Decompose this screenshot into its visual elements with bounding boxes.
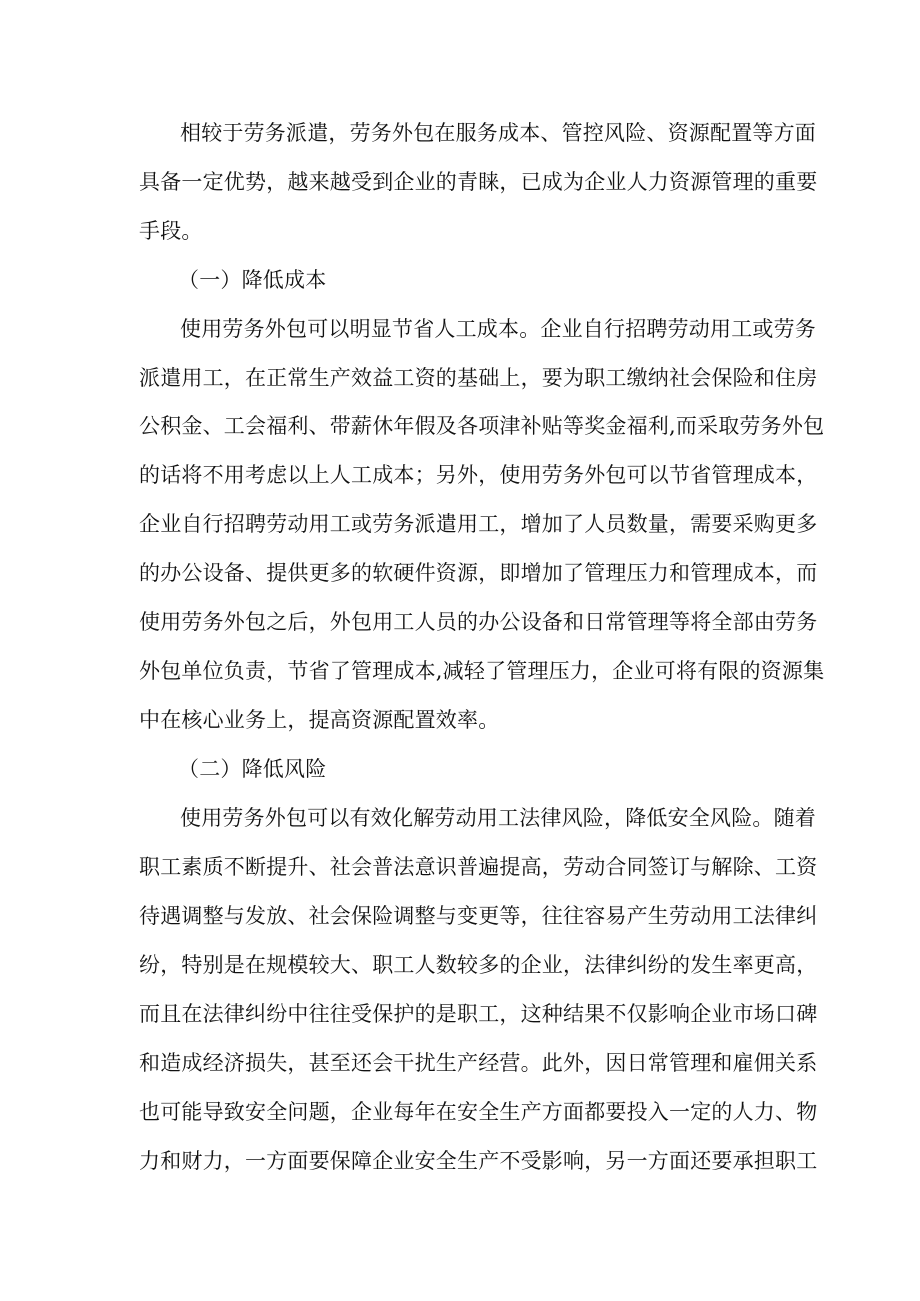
- paragraph-line: 派遣用工，在正常生产效益工资的基础上，要为职工缴纳社会保险和住房: [139, 366, 818, 390]
- paragraph-line: 而且在法律纠纷中往往受保护的是职工，这种结果不仅影响企业市场口碑: [139, 1002, 818, 1026]
- paragraph-line: 职工素质不断提升、社会普法意识普遍提高，劳动合同签订与解除、工资: [139, 855, 818, 879]
- paragraph-line: 的话将不用考虑以上人工成本；另外，使用劳务外包可以节省管理成本，: [139, 463, 818, 487]
- paragraph-line: 企业自行招聘劳动用工或劳务派遣用工，增加了人员数量，需要采购更多: [139, 512, 818, 536]
- paragraph-line: 力和财力，一方面要保障企业安全生产不受影响，另一方面还要承担职工: [139, 1149, 818, 1173]
- paragraph-line: 外包单位负责，节省了管理成本,减轻了管理压力，企业可将有限的资源集: [139, 659, 825, 683]
- paragraph-line: 公积金、工会福利、带薪休年假及各项津补贴等奖金福利,而采取劳务外包: [139, 414, 825, 438]
- paragraph-line: 使用劳务外包可以有效化解劳动用工法律风险，降低安全风险。随着: [180, 806, 816, 830]
- paragraph-line: 也可能导致安全问题，企业每年在安全生产方面都要投入一定的人力、物: [139, 1100, 818, 1124]
- paragraph-line: 待遇调整与发放、社会保险调整与变更等，往往容易产生劳动用工法律纠: [139, 904, 818, 928]
- paragraph-line: 使用劳务外包可以明显节省人工成本。企业自行招聘劳动用工或劳务: [180, 317, 816, 341]
- section-heading: （二）降低风险: [178, 757, 327, 781]
- paragraph-line: 中在核心业务上，提高资源配置效率。: [139, 708, 500, 732]
- paragraph-line: 纷，特别是在规模较大、职工人数较多的企业，法律纠纷的发生率更高，: [139, 953, 818, 977]
- intro-line: 手段。: [139, 219, 203, 243]
- paragraph-line: 的办公设备、提供更多的软硬件资源，即增加了管理压力和管理成本，而: [139, 561, 818, 585]
- intro-line: 相较于劳务派遣，劳务外包在服务成本、管控风险、资源配置等方面: [180, 121, 816, 145]
- section-heading: （一）降低成本: [178, 268, 327, 292]
- paragraph-line: 使用劳务外包之后，外包用工人员的办公设备和日常管理等将全部由劳务: [139, 610, 818, 634]
- intro-line: 具备一定优势，越来越受到企业的青睐，已成为企业人力资源管理的重要: [139, 170, 818, 194]
- paragraph-line: 和造成经济损失，甚至还会干扰生产经营。此外，因日常管理和雇佣关系: [139, 1051, 818, 1075]
